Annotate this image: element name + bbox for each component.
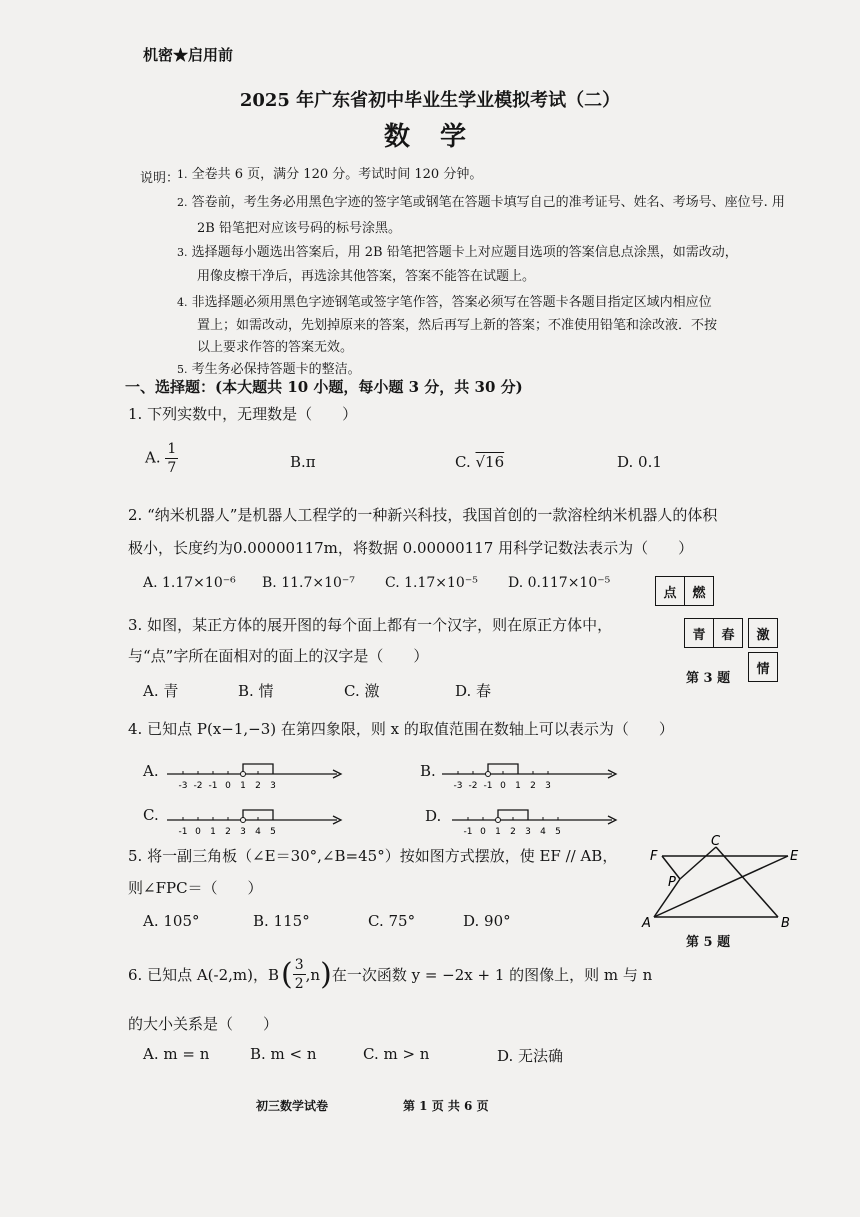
option-letter: A. — [145, 448, 161, 467]
label-b: B — [781, 916, 790, 931]
section-heading: 一、选择题：(本大题共 10 小题，每小题 3 分，共 30 分) — [125, 378, 523, 396]
instruction-number: 2. — [177, 196, 188, 209]
paren-open: ( — [281, 957, 293, 992]
denominator: 7 — [167, 460, 177, 476]
tick-label: 2 — [255, 781, 261, 791]
q3-option-d: D. 春 — [455, 682, 492, 700]
instruction-text: 考生务必保持答题卡的整洁。 — [191, 362, 361, 377]
q1-option-c — [455, 453, 504, 471]
q6-stem-part: 在一次函数 y = −2x + 1 的图像上，则 m 与 n — [331, 966, 653, 984]
q6-stem-part: 6. 已知点 A(-2,m)，B — [128, 966, 280, 984]
tick-label: -2 — [468, 781, 478, 791]
tick-label: 5 — [555, 827, 561, 837]
instruction-3 — [177, 240, 738, 265]
q1-option-a — [145, 442, 178, 475]
tick-label: 5 — [270, 827, 276, 837]
tick-label: 1 — [240, 781, 246, 791]
q2-stem-line2: 极小，长度约为0.00000117m，将数据 0.00000117 用科学记数法表示为（ ） — [128, 539, 694, 557]
q3-stem-line2: 与“点”字所在面相对的面上的汉字是（ ） — [128, 647, 429, 665]
label-f: F — [650, 849, 658, 864]
q5-stem-line1: 5. 将一副三角板（∠E＝30°,∠B=45°）按如图方式摆放，使 EF // AB， — [128, 847, 618, 865]
tick-label: 1 — [515, 781, 521, 791]
q5-option-b: B. 115° — [253, 912, 310, 930]
instruction-number: 1. — [177, 168, 188, 181]
q2-option-c: C. 1.17×10⁻⁵ — [385, 575, 478, 591]
instructions-label: 说明： — [140, 171, 180, 186]
q1-stem: 1. 下列实数中，无理数是（ ） — [128, 405, 358, 423]
line-cb — [716, 847, 778, 917]
net-cell-dian: 点 — [655, 576, 685, 606]
number-line-d — [450, 802, 620, 842]
instruction-text: 全卷共 6 页，满分 120 分。考试时间 120 分钟。 — [191, 167, 483, 182]
q4-option-c: C. — [143, 806, 159, 824]
instruction-number: 5. — [177, 363, 188, 376]
label-c: C — [711, 835, 721, 849]
number-line-a — [165, 756, 345, 796]
q4-option-d: D. — [425, 807, 442, 825]
q5-option-c: C. 75° — [368, 912, 416, 930]
q3-option-a: A. 青 — [143, 682, 179, 700]
q1-option-d: D. 0.1 — [617, 453, 662, 471]
tick-label: 3 — [270, 781, 276, 791]
q5-figure-caption: 第 5 题 — [686, 935, 731, 950]
tick-label: -1 — [483, 781, 493, 791]
net-cell-ji: 激 — [748, 618, 778, 648]
net-cell-ran: 燃 — [684, 576, 714, 606]
q5-option-d: D. 90° — [463, 912, 511, 930]
q6-option-a: A. m = n — [143, 1045, 210, 1063]
tick-label: 2 — [530, 781, 536, 791]
q3-stem-line1: 3. 如图，某正方体的展开图的每个面上都有一个汉字，则在原正方体中， — [128, 616, 613, 634]
numerator: 3 — [294, 957, 304, 973]
q4-stem: 4. 已知点 P(x−1,−3) 在第四象限，则 x 的取值范围在数轴上可以表示为（ ） — [128, 720, 674, 738]
paren-close: ) — [320, 957, 332, 992]
confidential-label: 机密★启用前 — [143, 46, 234, 64]
q3-option-c: C. 激 — [344, 682, 380, 700]
q2-option-b: B. 11.7×10⁻⁷ — [262, 575, 355, 591]
footer-title: 初三数学试卷 — [256, 1099, 329, 1113]
tick-label: -3 — [453, 781, 463, 791]
tick-label: 4 — [255, 827, 261, 837]
tick-label: 3 — [545, 781, 551, 791]
tick-label: 4 — [540, 827, 546, 837]
tick-label: 3 — [525, 827, 531, 837]
instruction-1 — [177, 162, 482, 187]
tick-label: 1 — [210, 827, 216, 837]
instruction-4-cont2: 以上要求作答的答案无效。 — [197, 340, 354, 355]
subject-title: 数学 — [383, 122, 496, 152]
label-a: A — [642, 916, 651, 931]
exam-title: 2025 年广东省初中毕业生学业模拟考试（二） — [239, 90, 621, 111]
q4-option-b: B. — [420, 762, 436, 780]
line-pc — [680, 847, 716, 879]
tick-label: -2 — [193, 781, 203, 791]
net-cell-chun: 春 — [713, 618, 743, 648]
q1-option-b: B.π — [290, 453, 316, 471]
tick-label: 3 — [240, 827, 246, 837]
q6-stem-line1 — [128, 957, 652, 992]
q2-stem-line1: 2. “纳米机器人”是机器人工程学的一种新兴科技，我国首创的一款溶栓纳米机器人的体积 — [128, 506, 718, 524]
q5-option-a: A. 105° — [143, 912, 200, 930]
option-letter: C. — [455, 453, 471, 471]
q6-stem-line2: 的大小关系是（ ） — [128, 1015, 279, 1033]
q4-option-a: A. — [143, 762, 159, 780]
instruction-4 — [177, 290, 712, 315]
fraction — [293, 958, 306, 991]
tick-label: 0 — [225, 781, 231, 791]
label-e: E — [790, 849, 799, 864]
q6-option-d: D. 无法确 — [497, 1047, 564, 1065]
numerator: 1 — [167, 441, 177, 457]
instruction-number: 3. — [177, 246, 188, 259]
q6-option-c: C. m > n — [363, 1045, 430, 1063]
instruction-2-cont: 2B 铅笔把对应该号码的标号涂黑。 — [197, 221, 401, 236]
denominator: 2 — [294, 976, 304, 992]
tick-label: 2 — [225, 827, 231, 837]
label-p: P — [668, 875, 676, 890]
tick-label: -1 — [208, 781, 218, 791]
q2-option-a: A. 1.17×10⁻⁶ — [143, 575, 236, 591]
footer-page: 第 1 页 共 6 页 — [403, 1099, 489, 1113]
tick-label: 0 — [480, 827, 486, 837]
q6-stem-part: ,n — [305, 965, 321, 984]
instruction-3-cont: 用像皮檫干净后，再选涂其他答案，答案不能答在试题上。 — [197, 269, 536, 284]
instruction-4-cont: 置上；如需改动，先划掉原来的答案，然后再写上新的答案；不准使用铅笔和涂改液．不按 — [197, 318, 718, 333]
q2-option-d: D. 0.117×10⁻⁵ — [508, 575, 611, 591]
fraction — [165, 442, 178, 475]
net-cell-qing2: 情 — [748, 652, 778, 682]
number-line-c — [165, 802, 345, 842]
triangle-figure — [640, 835, 800, 935]
instruction-text: 选择题每小题选出答案后，用 2B 铅笔把答题卡上对应题目选项的答案信息点涂黑，如需改动， — [191, 245, 738, 260]
instruction-2 — [177, 190, 785, 215]
radical: √16 — [475, 453, 505, 471]
endpoint-dot — [496, 818, 501, 823]
endpoint-dot — [241, 818, 246, 823]
net-cell-qing: 青 — [684, 618, 714, 648]
tick-label: 0 — [500, 781, 506, 791]
instruction-text: 非选择题必须用黑色字迹钢笔或签字笔作答，答案必须写在答题卡各题目指定区域内相应位 — [191, 295, 712, 310]
tick-label: 2 — [510, 827, 516, 837]
tick-label: -3 — [178, 781, 188, 791]
instruction-text: 答卷前，考生务必用黑色字迹的签字笔或钢笔在答题卡填写自己的准考证号、姓名、考场号、座位号. 用 — [191, 195, 785, 210]
number-line-b — [440, 756, 620, 796]
q3-option-b: B. 情 — [238, 682, 274, 700]
endpoint-dot — [241, 772, 246, 777]
q3-figure-caption: 第 3 题 — [686, 671, 731, 686]
instruction-number: 4. — [177, 296, 188, 309]
q5-stem-line2: 则∠FPC＝（ ） — [128, 879, 263, 897]
q6-option-b: B. m < n — [250, 1045, 317, 1063]
tick-label: -1 — [178, 827, 188, 837]
endpoint-dot — [486, 772, 491, 777]
tick-label: -1 — [463, 827, 473, 837]
tick-label: 1 — [495, 827, 501, 837]
tick-label: 0 — [195, 827, 201, 837]
